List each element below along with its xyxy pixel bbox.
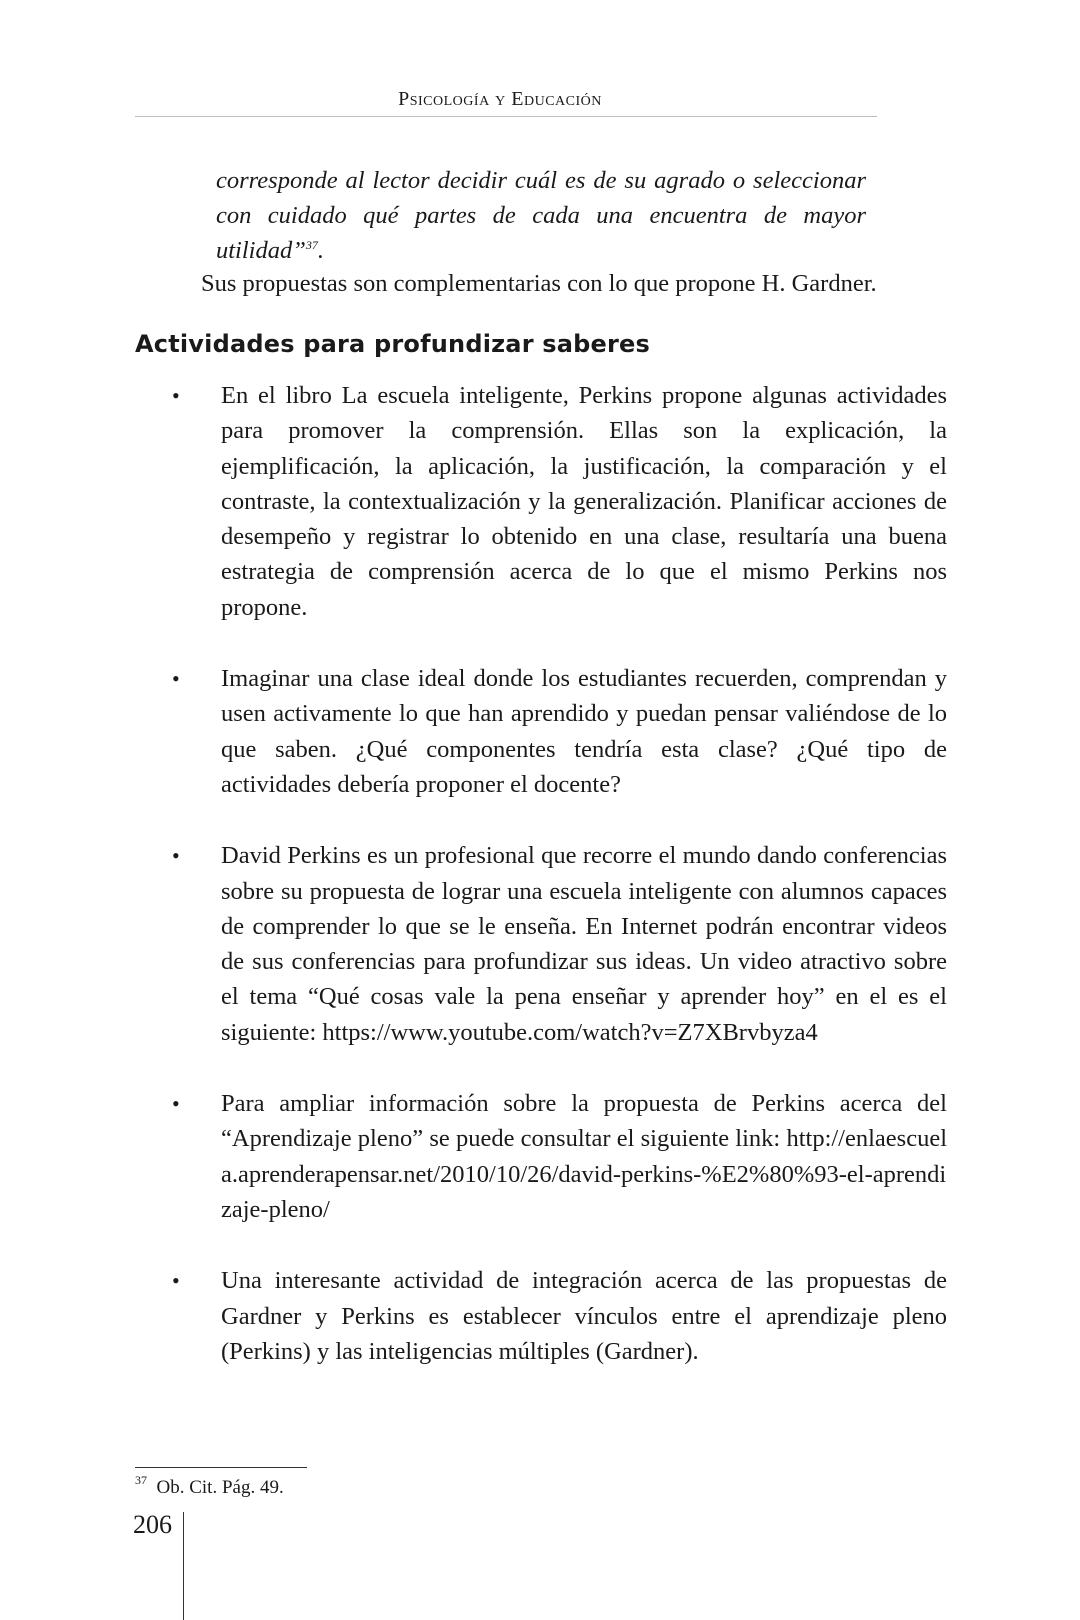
footnote-text: Ob. Cit. Pág. 49. xyxy=(156,1477,284,1498)
list-item-text: En el libro La escuela inteligente, Perkins propone algunas actividades para promover la comprensión. Ellas son la explicación, la ejemplificación, la aplicación, la justificación, la comparación y el contraste, la contextualización y la generalización. Planificar acciones de desempeño y registrar lo obtenido en una clase, resultaría una buena estrategia de comprensión acerca de lo que el mismo Perkins nos propone. xyxy=(221,382,947,621)
body-paragraph: Sus propuestas son complementarias con lo que propone H. Gardner. xyxy=(201,270,877,297)
bullet-icon: • xyxy=(172,843,180,869)
article-link[interactable]: http://enlaescuela.aprenderapensar.net/2010/10/26/david-perkins-%E2%80%93-el-aprendizaje-pleno/ xyxy=(221,1125,948,1223)
list-item xyxy=(172,378,947,625)
footnote-reference[interactable]: 37 xyxy=(305,238,318,252)
bullet-icon: • xyxy=(172,1268,180,1294)
list-item-body: Para ampliar información sobre la propuesta de Perkins acerca del “Aprendizaje pleno” se puede consultar el siguiente link: xyxy=(221,1090,947,1153)
list-item-text xyxy=(221,1086,947,1227)
footnote-number: 37 xyxy=(135,1473,147,1487)
running-header: Psicología y Educación xyxy=(398,88,602,110)
bullet-icon: • xyxy=(172,1091,180,1117)
video-link[interactable]: https://www.youtube.com/watch?v=Z7XBrvbyza4 xyxy=(322,1018,818,1046)
bullet-icon: • xyxy=(172,383,180,408)
header-divider xyxy=(135,116,877,117)
list-item xyxy=(172,661,947,802)
list-item xyxy=(172,1263,947,1369)
list-item-text xyxy=(221,838,947,1050)
list-item-body: David Perkins es un profesional que recorre el mundo dando conferencias sobre su propuesta de lograr una escuela inteligente con alumnos capaces de comprender lo que se le enseña. En Internet podrán encontrar videos de sus conferencias para profundizar sus ideas. Un video atractivo sobre el tema “Qué cosas vale la pena enseñar y aprender hoy” en el es el siguiente: xyxy=(221,842,947,1046)
quotation-text: corresponde al lector decidir cuál es de su agrado o seleccionar con cuidado qué partes de cada una encuentra de mayor utilidad” xyxy=(216,167,866,264)
quotation-end: . xyxy=(317,237,324,264)
section-heading: Actividades para profundizar saberes xyxy=(135,330,651,358)
list-item xyxy=(172,838,947,1050)
page-number-rule xyxy=(183,1512,184,1620)
activities-list xyxy=(172,378,947,1405)
quotation-block xyxy=(216,163,866,268)
list-item xyxy=(172,1086,947,1227)
bullet-icon: • xyxy=(172,666,180,692)
page-number: 206 xyxy=(133,1510,172,1539)
footnote xyxy=(135,1475,284,1501)
list-item-text: Imaginar una clase ideal donde los estudiantes recuerden, comprendan y usen activamente lo que han aprendido y puedan pensar valiéndose de lo que saben. ¿Qué componentes tendría esta clase? ¿Qué tipo de actividades debería proponer el docente? xyxy=(221,665,947,798)
list-item-text: Una interesante actividad de integración acerca de las propuestas de Gardner y Perkins es establecer vínculos entre el aprendizaje pleno (Perkins) y las inteligencias múltiples (Gardner). xyxy=(221,1267,947,1365)
footnote-divider xyxy=(135,1467,307,1468)
